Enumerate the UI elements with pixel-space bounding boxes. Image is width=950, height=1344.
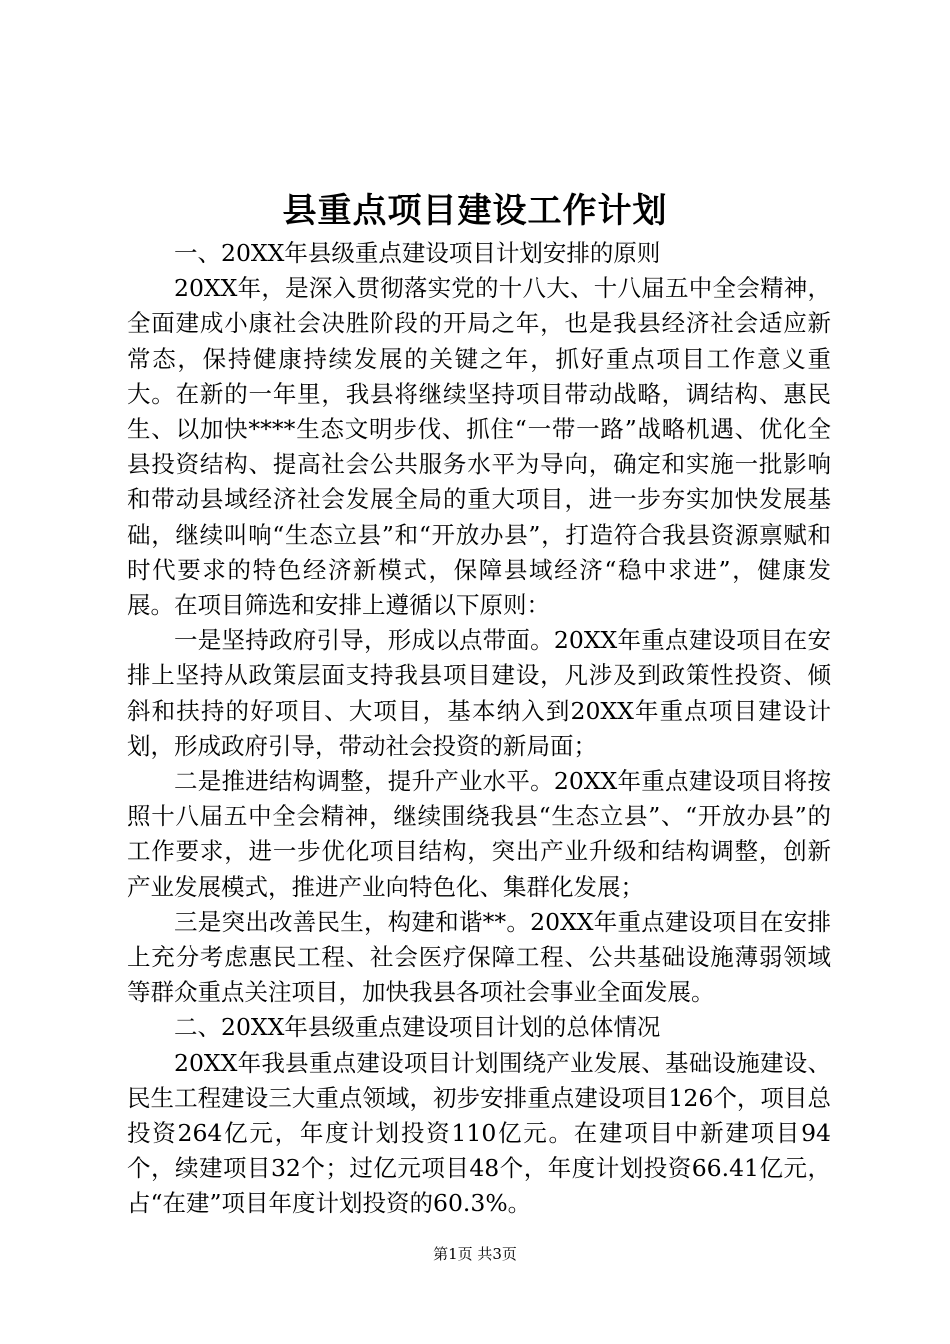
section-heading-2: 二、20XX年县级重点建设项目计划的总体情况 <box>174 1013 661 1042</box>
document-body <box>127 236 831 1222</box>
paragraph-overview: 20XX年我县重点建设项目计划围绕产业发展、基础设施建设、民生工程建设三大重点领域，初步安排重点建设项目126个，项目总投资264亿元，年度计划投资110亿元。在建项目中新建项目94个，续建项目32个；过亿元项目48个，年度计划投资66.41亿元，占“在建”项目年度计划投资的60.3%。 <box>127 1048 831 1218</box>
paragraph-principle-1: 一是坚持政府引导，形成以点带面。20XX年重点建设项目在安排上坚持从政策层面支持我县项目建设，凡涉及到政策性投资、倾斜和扶持的好项目、大项目，基本纳入到20XX年重点项目建设计划，形成政府引导，带动社会投资的新局面； <box>127 626 831 760</box>
paragraph-principle-3: 三是突出改善民生，构建和谐**。20XX年重点建设项目在安排上充分考虑惠民工程、社会医疗保障工程、公共基础设施薄弱领域等群众重点关注项目，加快我县各项社会事业全面发展。 <box>127 907 831 1007</box>
paragraph-principle-2: 二是推进结构调整，提升产业水平。20XX年重点建设项目将按照十八届五中全会精神，继续围绕我县“生态立县”、“开放办县”的工作要求，进一步优化项目结构，突出产业升级和结构调整，创新产业发展模式，推进产业向特色化、集群化发展； <box>127 767 831 901</box>
section-heading-1: 一、20XX年县级重点建设项目计划安排的原则 <box>174 239 661 267</box>
page-number: 第1页 共3页 <box>433 1245 517 1263</box>
paragraph-intro: 20XX年，是深入贯彻落实党的十八大、十八届五中全会精神，全面建成小康社会决胜阶段的开局之年，也是我县经济社会适应新常态，保持健康持续发展的关键之年，抓好重点项目工作意义重大。在新的一年里，我县将继续坚持项目带动战略，调结构、惠民生、以加快****生态文明步伐、抓住“一带一路”战略机遇、优化全县投资结构、提高社会公共服务水平为导向，确定和实施一批影响和带动县域经济社会发展全局的重大项目，进一步夯实加快发展基础，继续叫响“生态立县”和“开放办县”，打造符合我县资源禀赋和时代要求的特色经济新模式，保障县域经济“稳中求进”，健康发展。在项目筛选和安排上遵循以下原则： <box>127 274 831 620</box>
document-title: 县重点项目建设工作计划 <box>282 191 668 231</box>
